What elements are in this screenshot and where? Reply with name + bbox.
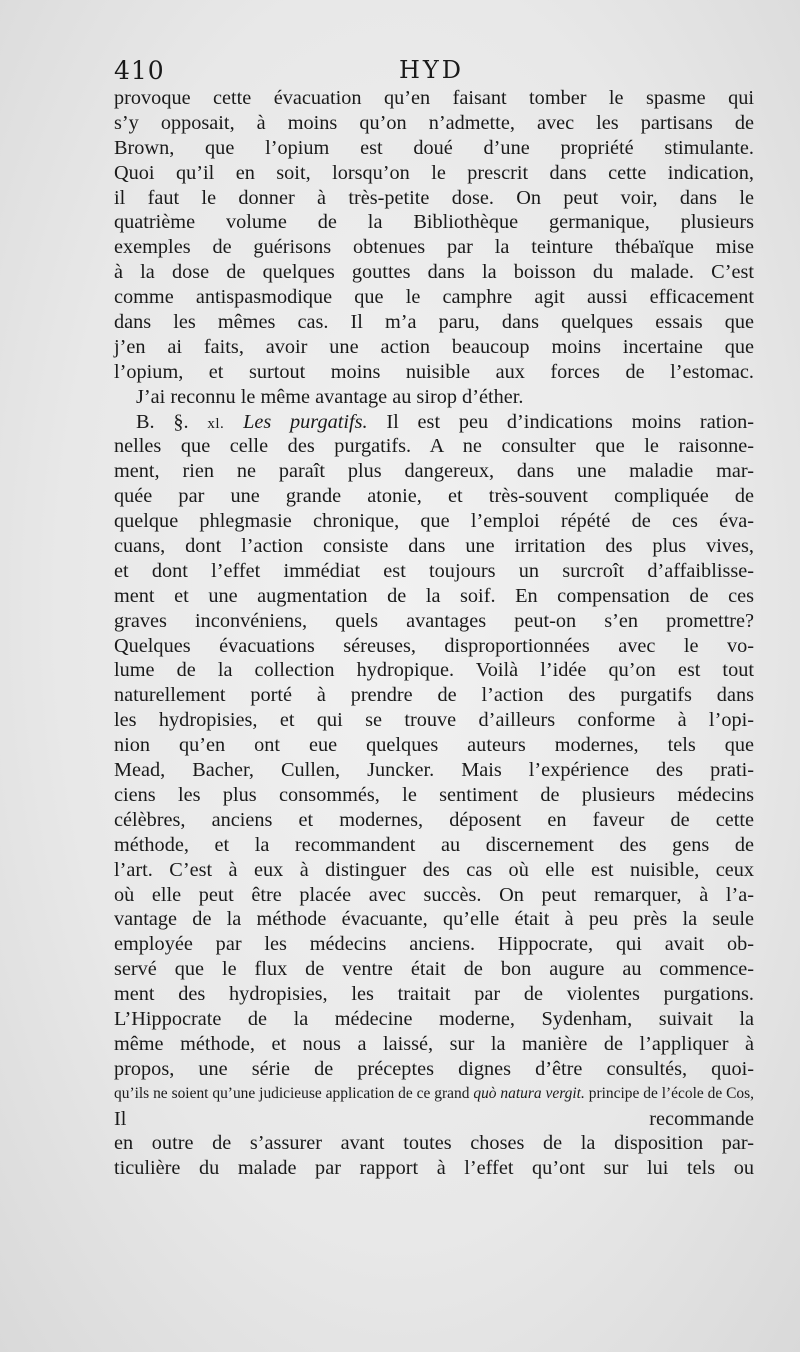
text-line: Quelques évacuations séreuses, disproportionnées avec le vo- bbox=[114, 634, 754, 657]
text-line: Quoi qu’il en soit, lorsqu’on le prescrit dans cette indication, bbox=[114, 161, 754, 184]
text-line: où elle peut être placée avec succès. On peut remarquer, à l’a- bbox=[114, 883, 754, 906]
text-line: quée par une grande atonie, et très-souvent compliquée de bbox=[114, 485, 754, 508]
text-line: à la dose de quelques gouttes dans la boisson du malade. C’est bbox=[114, 261, 754, 284]
text-line: même méthode, et nous a laissé, sur la manière de l’appliquer à bbox=[114, 1032, 754, 1055]
text-line: ticulière du malade par rapport à l’effet qu’ont sur lui tels ou bbox=[114, 1157, 754, 1180]
text-line: méthode, et la recommandent au discernement des gens de bbox=[114, 833, 754, 856]
text-line: exemples de guérisons obtenues par la teinture thébaïque mise bbox=[114, 236, 754, 259]
section-lead: B. §. bbox=[136, 410, 189, 433]
text-line: graves inconvéniens, quels avantages peut-on s’en promettre? bbox=[114, 609, 754, 632]
text-line: nelles que celle des purgatifs. A ne consulter que le raisonne- bbox=[114, 435, 754, 458]
text-line: propos, une série de préceptes dignes d’être consultés, quoi- bbox=[114, 1057, 754, 1080]
text-line: naturellement porté à prendre de l’action des purgatifs dans bbox=[114, 684, 754, 707]
text-line: cuans, dont l’action consiste dans une irritation des plus vives, bbox=[114, 535, 754, 558]
page-number: 410 bbox=[114, 56, 165, 85]
text-line: L’Hippocrate de la médecine moderne, Sydenham, suivait la bbox=[114, 1007, 754, 1030]
text-line: provoque cette évacuation qu’en faisant tomber le spasme qui bbox=[114, 87, 754, 109]
text-line: vantage de la méthode évacuante, qu’elle était à peu près la seule bbox=[114, 908, 754, 931]
text-line: ciens les plus consommés, le sentiment de plusieurs médecins bbox=[114, 783, 754, 806]
text-line: lume de la collection hydropique. Voilà l’idée qu’on est tout bbox=[114, 659, 754, 682]
body-text bbox=[114, 86, 754, 1181]
text-line: servé que le flux de ventre était de bon augure au commence- bbox=[114, 958, 754, 981]
text-line: ment des hydropisies, les traitait par de violentes purgations. bbox=[114, 983, 754, 1006]
text-segment: principe de l’école de Cos, bbox=[588, 1084, 755, 1102]
text-line: nion qu’en ont eue quelques auteurs modernes, tels que bbox=[114, 734, 754, 757]
section-title: Les purgatifs. bbox=[243, 410, 368, 433]
text-line: l’art. C’est à eux à distinguer des cas où elle est nuisible, ceux bbox=[114, 858, 754, 881]
text-line: ment et une augmentation de la soif. En compensation de ces bbox=[114, 584, 754, 607]
text-line: comme antispasmodique que le camphre agit aussi efficacement bbox=[114, 286, 754, 309]
text-line: célèbres, anciens et modernes, déposent en faveur de cette bbox=[114, 808, 754, 831]
text-line: en outre de s’assurer avant toutes choses de la disposition par- bbox=[114, 1132, 754, 1155]
text-line: j’en ai faits, avoir une action beaucoup moins incertaine que bbox=[114, 335, 754, 358]
text-line: s’y opposait, à moins qu’on n’admette, avec les partisans de bbox=[114, 111, 754, 134]
text-segment: qu’ils ne soient qu’une judicieuse application de ce grand bbox=[114, 1084, 470, 1102]
text-line: ment, rien ne paraît plus dangereux, dans une maladie mar- bbox=[114, 460, 754, 483]
running-head: HYD bbox=[399, 56, 465, 84]
text-line: Il recommande bbox=[114, 1107, 754, 1130]
text-line-with-quote bbox=[114, 1082, 754, 1107]
latin-quote: quò natura vergit. bbox=[473, 1084, 585, 1102]
section-text: Il est peu d’indications moins ration- bbox=[386, 410, 754, 433]
section-numeral: xl. bbox=[207, 415, 225, 432]
text-line: les hydropisies, et qui se trouve d’ailleurs conforme à l’opi- bbox=[114, 709, 754, 732]
text-line: l’opium, et surtout moins nuisible aux forces de l’estomac. bbox=[114, 360, 754, 383]
text-line: employée par les médecins anciens. Hippocrate, qui avait ob- bbox=[114, 933, 754, 956]
text-line: dans les mêmes cas. Il m’a paru, dans quelques essais que bbox=[114, 311, 754, 334]
text-line: il faut le donner à très-petite dose. On peut voir, dans le bbox=[114, 186, 754, 209]
section-heading-line bbox=[114, 410, 754, 435]
text-line: quelque phlegmasie chronique, que l’emploi répété de ces éva- bbox=[114, 510, 754, 533]
page-header bbox=[114, 56, 754, 86]
text-line: Mead, Bacher, Cullen, Juncker. Mais l’expérience des prati- bbox=[114, 759, 754, 782]
text-line: quatrième volume de la Bibliothèque germanique, plusieurs bbox=[114, 211, 754, 234]
text-line: Brown, que l’opium est doué d’une propriété stimulante. bbox=[114, 136, 754, 159]
paragraph-end-line: J’ai reconnu le même avantage au sirop d’éther. bbox=[136, 385, 524, 408]
text-line: et dont l’effet immédiat est toujours un surcroît d’affaiblisse- bbox=[114, 559, 754, 582]
